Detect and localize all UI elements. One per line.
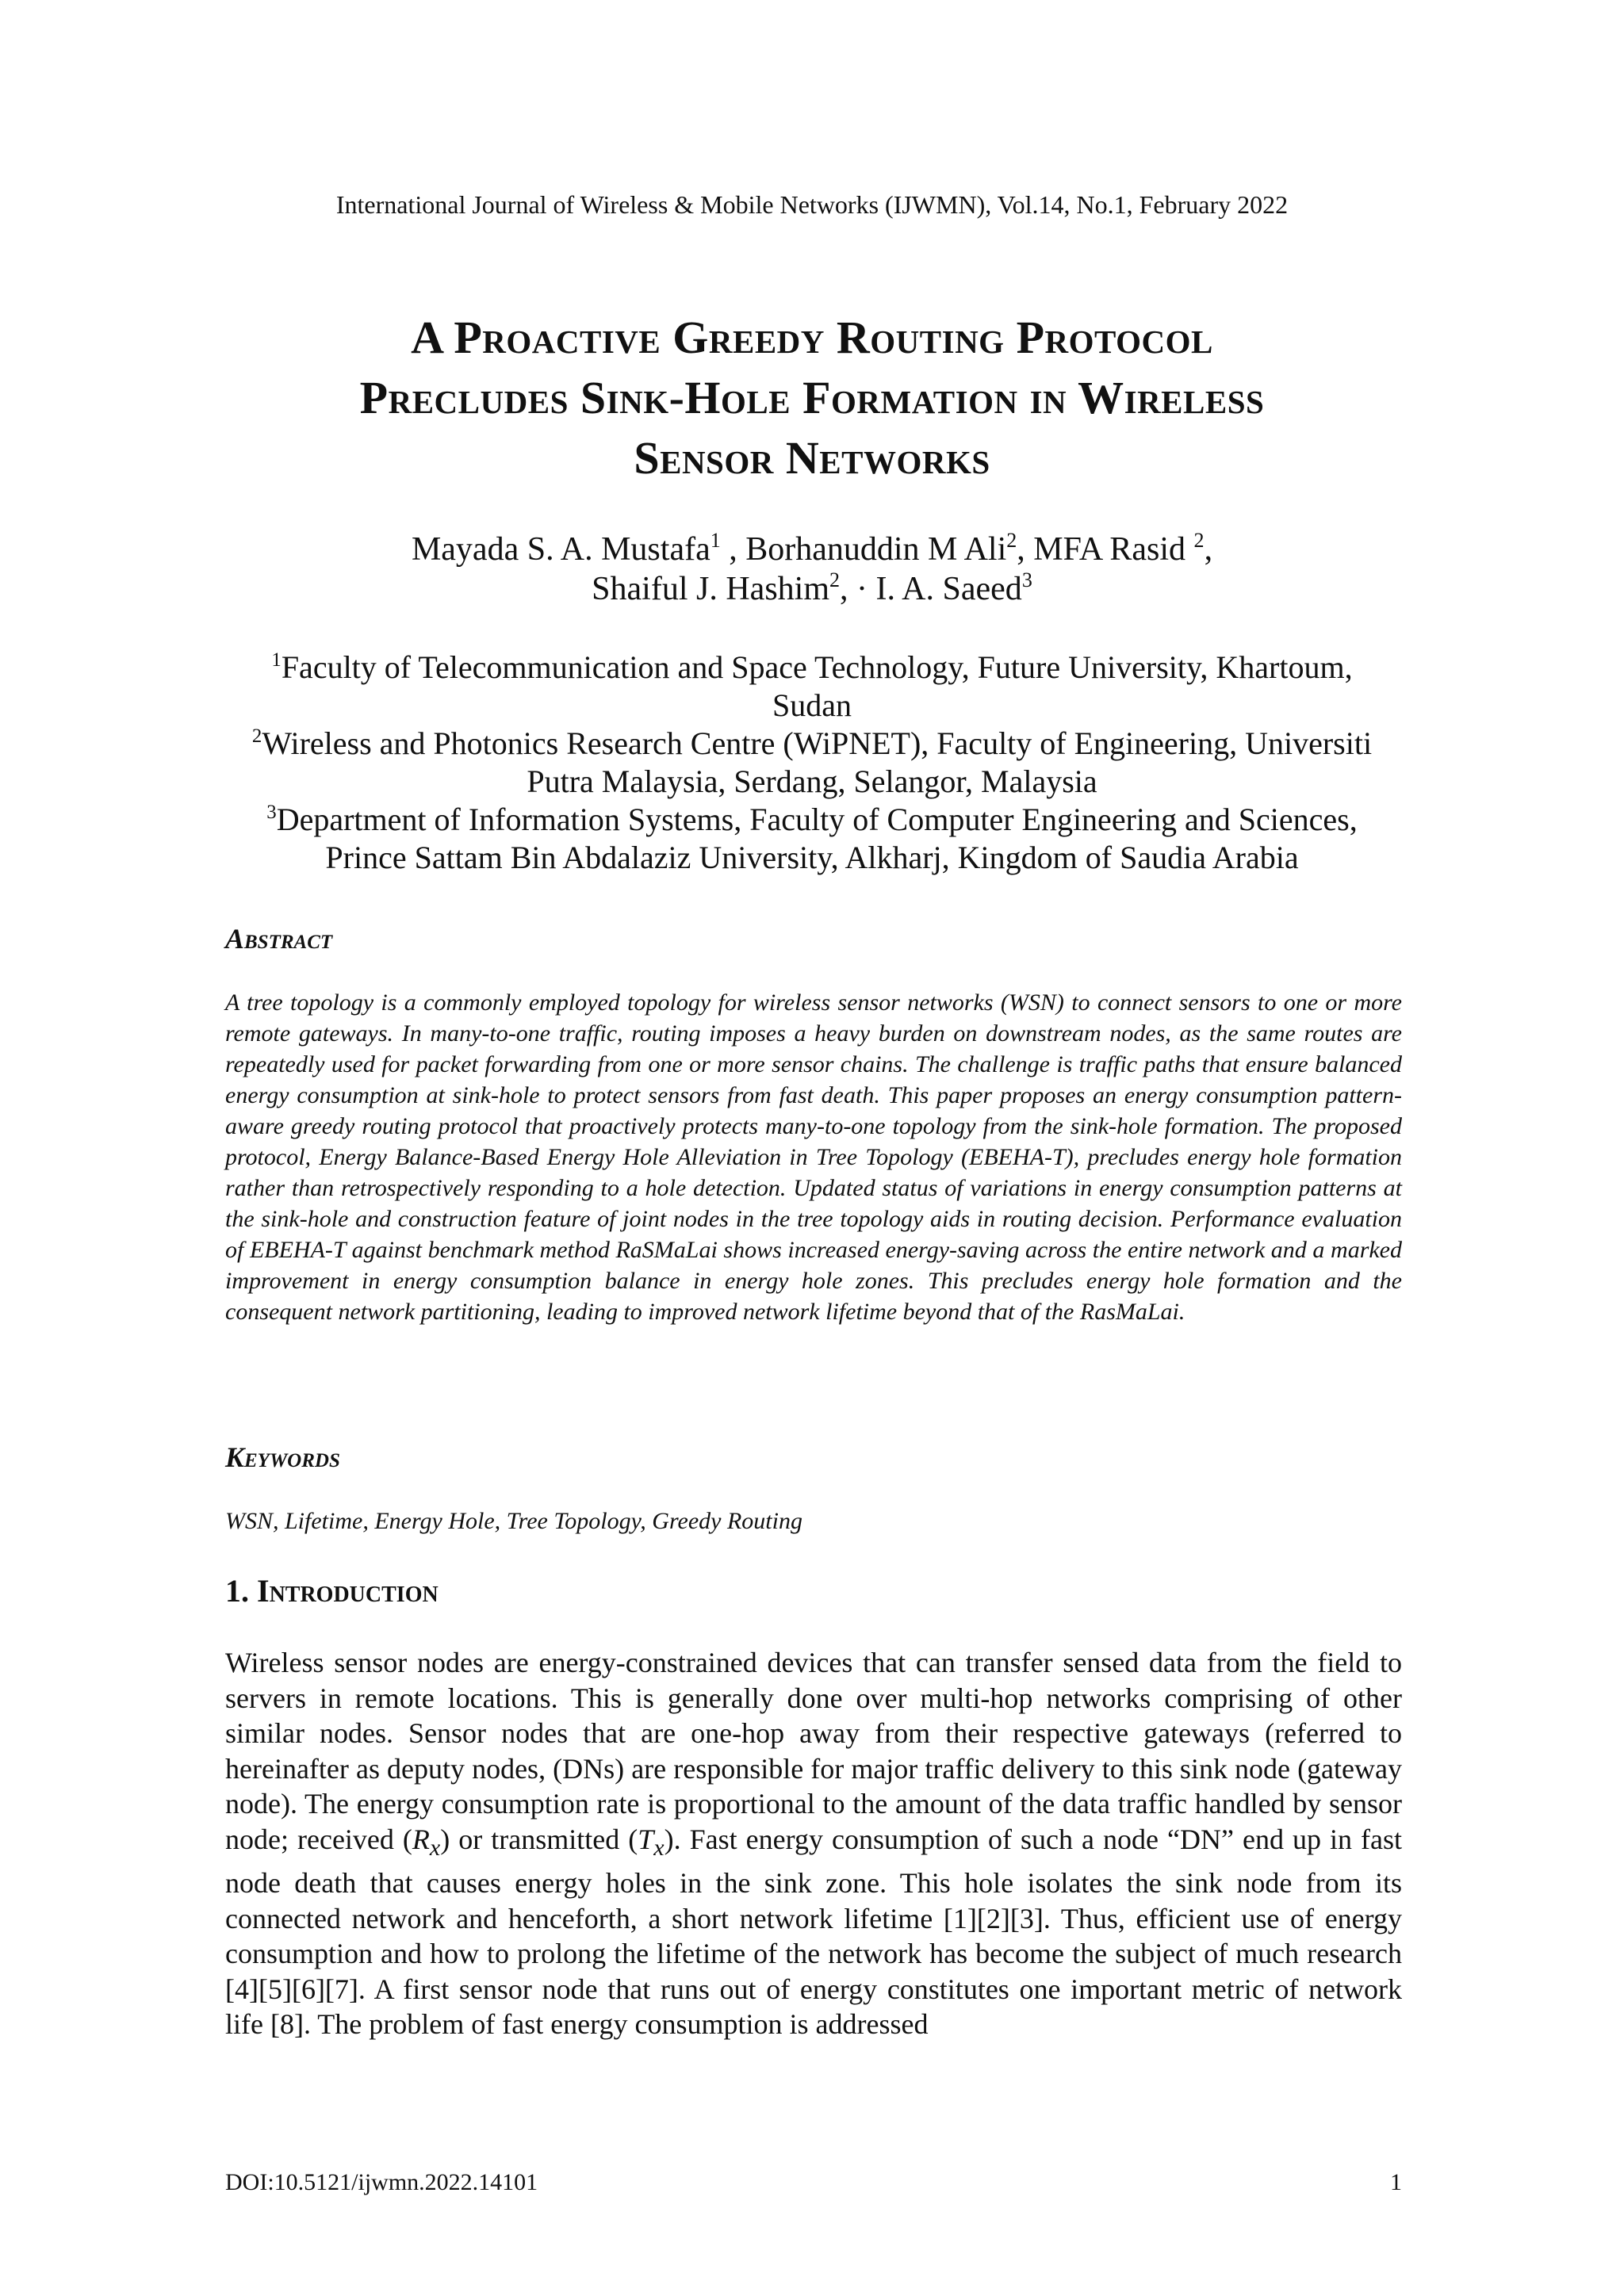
keywords-heading: Keywords bbox=[225, 1441, 340, 1473]
author-name: I. A. Saeed bbox=[875, 571, 1022, 607]
affiliation-text: Faculty of Telecommunication and Space Technology, Future University, Khartoum, bbox=[281, 649, 1353, 685]
author-affiliation-mark: 2 bbox=[1193, 529, 1205, 553]
affiliation-mark: 3 bbox=[266, 802, 277, 824]
footer-doi: DOI:10.5121/ijwmn.2022.14101 bbox=[225, 2169, 538, 2195]
body-text: ) or transmitted ( bbox=[440, 1823, 638, 1855]
author-affiliation-mark: 3 bbox=[1021, 568, 1032, 592]
page-number: 1 bbox=[1390, 2169, 1402, 2195]
author-name: Mayada S. A. Mustafa bbox=[411, 531, 710, 568]
paper-title bbox=[159, 308, 1465, 488]
author-affiliation-mark: 2 bbox=[1006, 529, 1017, 553]
math-base: R bbox=[412, 1823, 430, 1855]
math-base: T bbox=[638, 1823, 654, 1855]
title-line: Sensor Networks bbox=[634, 432, 990, 484]
abstract-heading: Abstract bbox=[225, 923, 333, 955]
author-list bbox=[159, 530, 1465, 609]
affiliation-continuation: Sudan bbox=[772, 687, 852, 723]
math-symbol bbox=[412, 1823, 441, 1861]
author-name: MFA Rasid bbox=[1033, 531, 1194, 568]
affiliation-list bbox=[190, 649, 1434, 877]
keywords-body: WSN, Lifetime, Energy Hole, Tree Topology, Greedy Routing bbox=[225, 1508, 802, 1534]
author-separator: , · bbox=[840, 571, 876, 607]
introduction-body bbox=[225, 1645, 1402, 2042]
author-line bbox=[159, 569, 1465, 609]
author-separator: , bbox=[720, 531, 746, 568]
affiliation-mark: 1 bbox=[271, 649, 282, 672]
math-subscript: x bbox=[429, 1834, 441, 1861]
affiliation-text: Department of Information Systems, Faculty of Computer Engineering and Sciences, bbox=[276, 802, 1358, 837]
author-name: Borhanuddin M Ali bbox=[745, 531, 1007, 568]
affiliation-continuation: Prince Sattam Bin Abdalaziz University, Alkharj, Kingdom of Saudia Arabia bbox=[325, 840, 1299, 875]
affiliation-text: Wireless and Photonics Research Centre (WiPNET), Faculty of Engineering, Universiti bbox=[262, 725, 1373, 761]
math-symbol bbox=[638, 1823, 665, 1861]
author-separator: , bbox=[1017, 531, 1034, 568]
affiliation bbox=[190, 801, 1434, 839]
abstract-body: A tree topology is a commonly employed topology for wireless sensor networks (WSN) to connect sensors to one or more remote gateways. In many-to-one traffic, routing imposes a heavy burden on downstream nodes, as the same routes are repeatedly used for packet forwarding from one or more sensor chains. The challenge is traffic paths that ensure balanced energy consumption at sink-hole to protect sensors from fast death. This paper proposes an energy consumption pattern-aware greedy routing protocol that proactively protects many-to-one topology from the sink-hole formation. The proposed protocol, Energy Balance-Based Energy Hole Alleviation in Tree Topology (EBEHA-T), precludes energy hole formation rather than retrospectively responding to a hole detection. Updated status of variations in energy consumption patterns at the sink-hole and construction feature of joint nodes in the tree topology aids in routing decision. Performance evaluation of EBEHA-T against benchmark method RaSMaLai shows increased energy-saving across the entire network and a marked improvement in energy consumption balance in energy hole zones. This precludes energy hole formation and the consequent network partitioning, leading to improved network lifetime beyond that of the RasMaLai. bbox=[225, 989, 1402, 1325]
title-line: A Proactive Greedy Routing Protocol bbox=[411, 312, 1213, 363]
author-separator: , bbox=[1204, 531, 1213, 568]
author-affiliation-mark: 1 bbox=[710, 529, 721, 553]
affiliation bbox=[190, 725, 1434, 763]
affiliation bbox=[190, 649, 1434, 687]
title-line: Precludes Sink-Hole Formation in Wireless bbox=[359, 372, 1265, 423]
affiliation-continuation: Putra Malaysia, Serdang, Selangor, Malaysia bbox=[527, 763, 1097, 799]
introduction-heading: 1. Introduction bbox=[225, 1573, 439, 1609]
body-text: Wireless sensor nodes are energy-constrained devices that can transfer sensed data from the field to servers in remote locations. This is generally done over multi-hop networks comprising of other similar nodes. Sensor nodes that are one-hop away from their respective gateways (referred to hereinafter as deputy nodes, (DNs) are responsible for major traffic delivery to this sink node (gateway node). The energy consumption rate is proportional to the amount of the data traffic handled by sensor node; received ( bbox=[225, 1647, 1402, 1855]
affiliation-mark: 2 bbox=[251, 725, 262, 748]
author-line bbox=[159, 530, 1465, 569]
math-subscript: x bbox=[653, 1834, 665, 1861]
introduction-paragraph bbox=[225, 1645, 1402, 2042]
body-text: ). Fast energy consumption of such a node “DN” end up in fast node death that causes energy holes in the sink zone. This hole isolates the sink node from its connected network and henceforth, a short network lifetime [1][2][3]. Thus, efficient use of energy consumption and how to prolong the lifetime of the network has become the subject of much research [4][5][6][7]. A first sensor node that runs out of energy constitutes one important metric of network life [8]. The problem of fast energy consumption is addressed bbox=[225, 1823, 1402, 2041]
author-name: Shaiful J. Hashim bbox=[592, 571, 829, 607]
journal-header: International Journal of Wireless & Mobile Networks (IJWMN), Vol.14, No.1, February 2022 bbox=[335, 190, 1289, 219]
author-affiliation-mark: 2 bbox=[829, 568, 841, 592]
